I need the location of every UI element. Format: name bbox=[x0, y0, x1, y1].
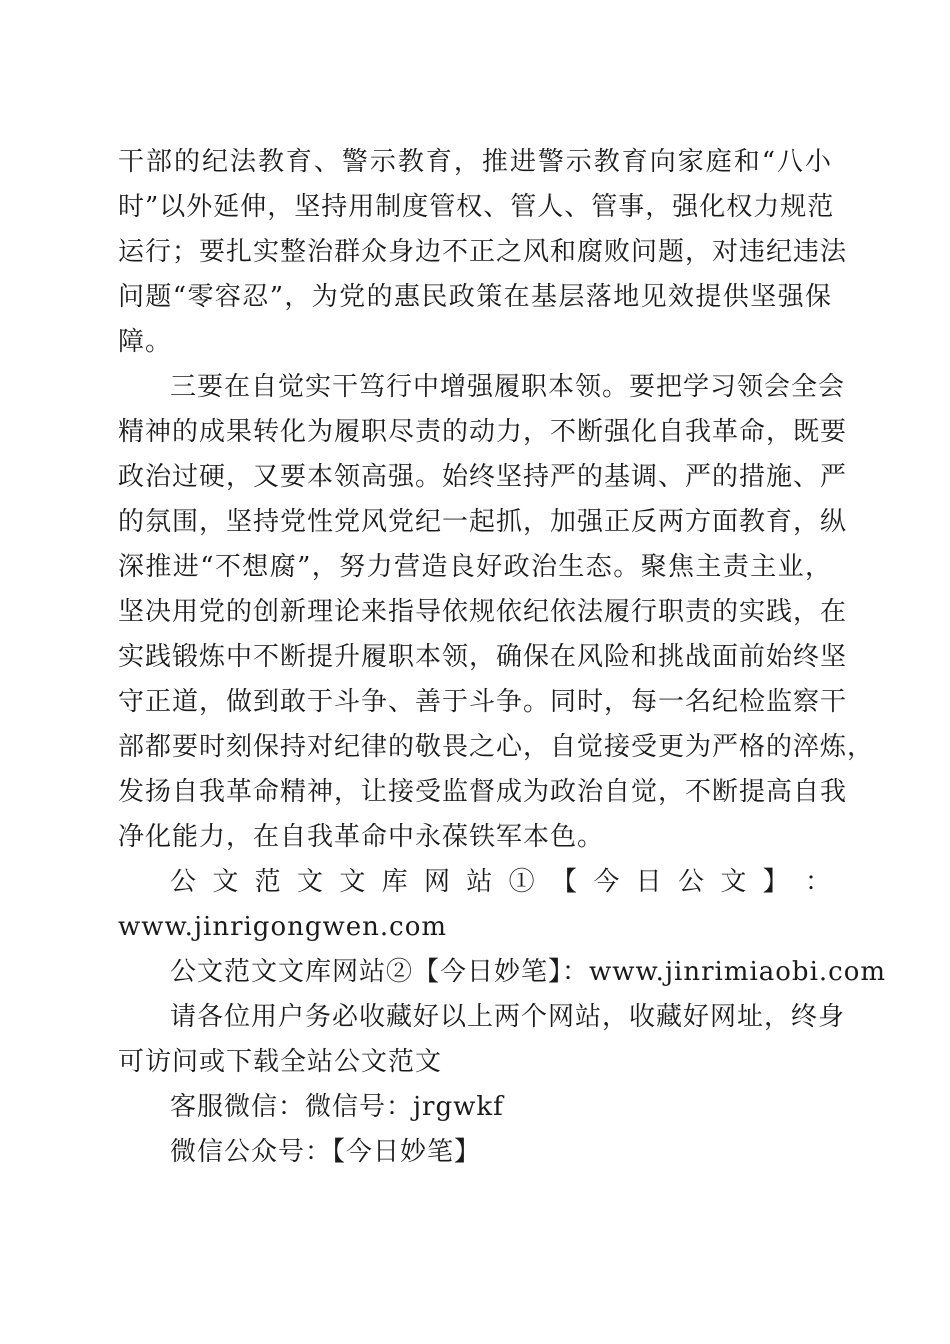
paragraph-heading-line: 三要在自觉实干笃行中增强履职本领。要把学习领会全会 bbox=[170, 372, 846, 402]
notice-text-line: 请各位用户务必收藏好以上两个网站，收藏好网址，终身 bbox=[170, 1002, 846, 1032]
body-text-line: 坚决用党的创新理论来指导依规依纪依法履行职责的实践，在 bbox=[118, 597, 848, 627]
body-text-line: 政治过硬，又要本领高强。始终坚持严的基调、严的措施、严 bbox=[118, 462, 848, 492]
website-1-url[interactable]: www.jinrigongwen.com bbox=[118, 912, 448, 942]
body-text-line: 干部的纪法教育、警示教育，推进警示教育向家庭和“八小 bbox=[118, 147, 832, 177]
body-text-line: 问题“零容忍”，为党的惠民政策在基层落地见效提供坚强保 bbox=[118, 282, 832, 312]
customer-service-wechat: 客服微信：微信号：jrgwkf bbox=[170, 1092, 504, 1122]
body-text-line: 运行；要扎实整治群众身边不正之风和腐败问题，对违纪违法 bbox=[118, 237, 848, 267]
body-text-line: 守正道，做到敢于斗争、善于斗争。同时，每一名纪检监察干 bbox=[118, 687, 848, 717]
notice-text-line: 可访问或下载全站公文范文 bbox=[118, 1047, 443, 1077]
wechat-official-account: 微信公众号：【今日妙笔】 bbox=[170, 1137, 482, 1167]
body-text-line: 障。 bbox=[118, 327, 173, 357]
body-text-line: 时”以外延伸，坚持用制度管权、管人、管事，强化权力规范 bbox=[118, 192, 835, 222]
body-text-line: 发扬自我革命精神，让接受监督成为政治自觉，不断提高自我 bbox=[118, 777, 848, 807]
website-1-label: 公 文 范 文 文 库 网 站 ① 【 今 日 公 文 】 ： bbox=[170, 867, 832, 897]
body-text-line: 精神的成果转化为履职尽责的动力，不断强化自我革命，既要 bbox=[118, 417, 848, 447]
website-2-line[interactable]: 公文范文文库网站②【今日妙笔】：www.jinrimiaobi.com bbox=[170, 957, 887, 987]
body-text-line: 部都要时刻保持对纪律的敬畏之心，自觉接受更为严格的淬炼， bbox=[118, 732, 875, 762]
body-text-line: 的氛围，坚持党性党风党纪一起抓，加强正反两方面教育，纵 bbox=[118, 507, 848, 537]
body-text-line: 深推进“不想腐”，努力营造良好政治生态。聚焦主责主业， bbox=[118, 552, 832, 582]
body-text-line: 净化能力，在自我革命中永葆铁军本色。 bbox=[118, 822, 605, 852]
body-text-line: 实践锻炼中不断提升履职本领，确保在风险和挑战面前始终坚 bbox=[118, 642, 848, 672]
